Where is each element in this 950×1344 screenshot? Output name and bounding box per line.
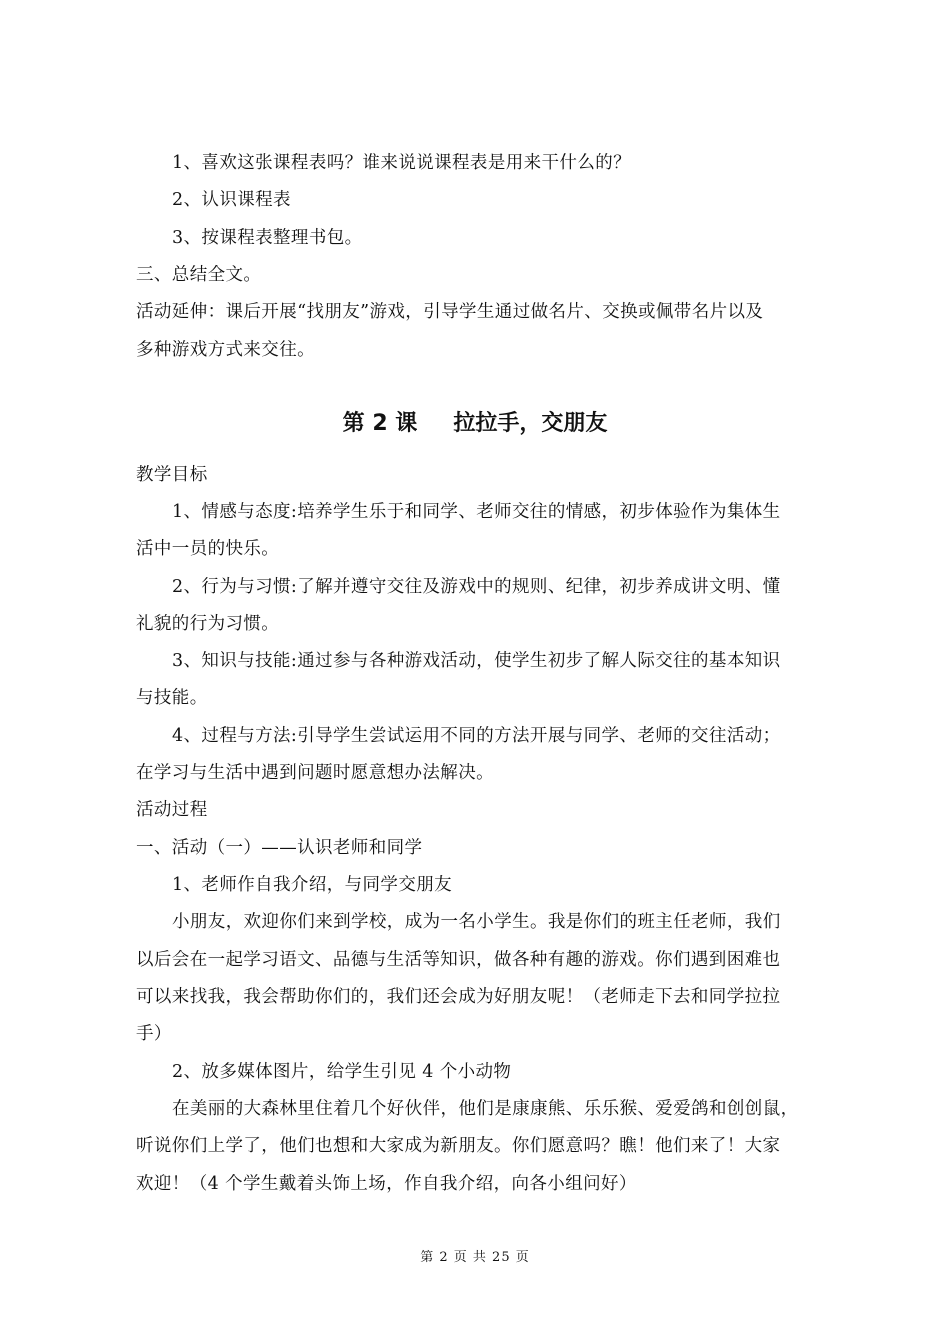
step-2: 2、放多媒体图片，给学生引见 4 个小动物 <box>172 1062 512 1082</box>
paragraph-1-line-4: 手） <box>136 1024 172 1044</box>
goal-2-line-1: 2、行为与习惯:了解并遵守交往及游戏中的规则、纪律，初步养成讲文明、懂 <box>172 577 781 597</box>
summary-heading: 三、总结全文。 <box>136 265 262 285</box>
paragraph-1-line-3: 可以来找我，我会帮助你们的，我们还会成为好朋友呢！（老师走下去和同学拉拉 <box>136 987 781 1007</box>
paragraph-1-line-2: 以后会在一起学习语文、品德与生活等知识，做各种有趣的游戏。你们遇到困难也 <box>136 950 781 970</box>
goals-heading: 教学目标 <box>136 465 208 485</box>
process-heading: 活动过程 <box>136 800 208 820</box>
goal-1-line-2: 活中一员的快乐。 <box>136 539 280 559</box>
step-1: 1、老师作自我介绍，与同学交朋友 <box>172 875 453 895</box>
question-2: 2、认识课程表 <box>172 190 291 210</box>
goal-3-line-2: 与技能。 <box>136 688 208 708</box>
goal-4-line-2: 在学习与生活中遇到问题时愿意想办法解决。 <box>136 763 494 783</box>
goal-4-line-1: 4、过程与方法:引导学生尝试运用不同的方法开展与同学、老师的交往活动； <box>172 726 781 746</box>
question-3: 3、按课程表整理书包。 <box>172 228 363 248</box>
lesson-name: 拉拉手，交朋友 <box>453 411 608 436</box>
paragraph-2-line-1: 在美丽的大森林里住着几个好伙伴，他们是康康熊、乐乐猴、爱爱鸽和创创鼠， <box>172 1099 799 1119</box>
goal-3-line-1: 3、知识与技能:通过参与各种游戏活动，使学生初步了解人际交往的基本知识 <box>172 651 781 671</box>
page-footer: 第 2 页 共 25 页 <box>420 1250 530 1265</box>
extension-line-1: 活动延伸：课后开展“找朋友”游戏，引导学生通过做名片、交换或佩带名片以及 <box>136 302 764 322</box>
goal-1-line-1: 1、情感与态度:培养学生乐于和同学、老师交往的情感，初步体验作为集体生 <box>172 502 781 522</box>
goal-2-line-2: 礼貌的行为习惯。 <box>136 614 280 634</box>
paragraph-1-line-1: 小朋友，欢迎你们来到学校，成为一名小学生。我是你们的班主任老师，我们 <box>172 912 781 932</box>
paragraph-2-line-2: 听说你们上学了，他们也想和大家成为新朋友。你们愿意吗？瞧！他们来了！大家 <box>136 1136 781 1156</box>
paragraph-2-line-3: 欢迎！（4 个学生戴着头饰上场，作自我介绍，向各小组问好） <box>136 1174 637 1194</box>
lesson-title <box>0 408 950 440</box>
question-1: 1、喜欢这张课程表吗？谁来说说课程表是用来干什么的？ <box>172 153 632 173</box>
extension-line-2: 多种游戏方式来交往。 <box>136 340 315 360</box>
activity-1-heading: 一、活动（一）——认识老师和同学 <box>136 838 423 858</box>
lesson-number: 第 2 课 <box>342 411 418 436</box>
